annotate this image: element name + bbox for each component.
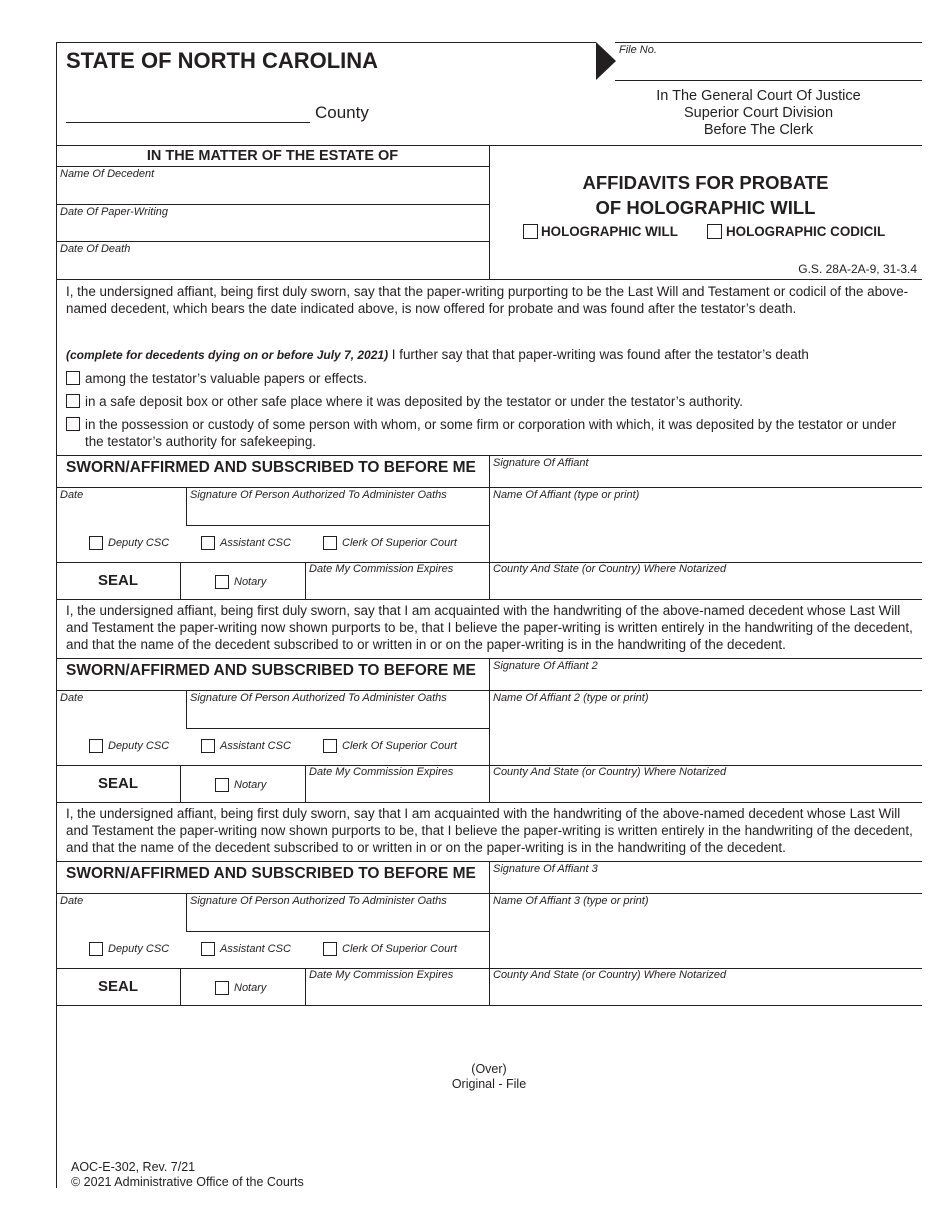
file-no-top-border <box>615 42 922 43</box>
county-input-line[interactable] <box>66 122 310 123</box>
county-state-notarized-2[interactable]: County And State (or Country) Where Notarized <box>493 766 727 778</box>
assistant-csc-checkbox-1[interactable] <box>201 536 215 550</box>
state-title: STATE OF NORTH CAROLINA <box>66 48 379 73</box>
form-number: AOC-E-302, Rev. 7/21 <box>71 1160 196 1174</box>
commission-expires-2[interactable]: Date My Commission Expires <box>309 766 454 778</box>
estate-row-line <box>56 241 489 242</box>
deputy-csc-checkbox-2[interactable] <box>89 739 103 753</box>
block-1-mid-divider <box>489 455 490 599</box>
holographic-will-label: HOLOGRAPHIC WILL <box>541 224 678 239</box>
court-line-2: Superior Court Division <box>683 105 834 121</box>
block-2-seal-top <box>56 765 922 766</box>
seal-label-1: SEAL <box>97 572 138 589</box>
officer-signature-3[interactable]: Signature Of Person Authorized To Administer Oaths <box>190 895 447 907</box>
found-statement <box>66 347 809 362</box>
block-2-bottom <box>56 802 922 803</box>
affidavit-1-text: I, the undersigned affiant, being first duly sworn, say that the paper-writing purporting to be the Last Will and Testament or codicil of the above-named decedent, which bears the date indicated above, is now offered for probate and was found after the testator’s death. <box>66 284 909 316</box>
deputy-csc-label-3: Deputy CSC <box>108 943 170 955</box>
notary-checkbox-3[interactable] <box>215 981 229 995</box>
block-3-bottom <box>56 1005 922 1006</box>
assistant-csc-checkbox-3[interactable] <box>201 942 215 956</box>
deputy-csc-label-2: Deputy CSC <box>108 740 170 752</box>
name-of-decedent-field[interactable]: Name Of Decedent <box>60 168 155 180</box>
found-note: (complete for decedents dying on or before July 7, 2021) <box>66 348 389 362</box>
block-1-bottom <box>56 599 922 600</box>
form-left-border <box>56 42 57 1188</box>
notary-checkbox-2[interactable] <box>215 778 229 792</box>
assistant-csc-label-2: Assistant CSC <box>220 740 291 752</box>
block-2-mid-divider <box>489 658 490 802</box>
file-no-label: File No. <box>619 44 657 56</box>
signature-of-affiant-3[interactable]: Signature Of Affiant 3 <box>493 863 598 875</box>
officer-signature-2[interactable]: Signature Of Person Authorized To Administer Oaths <box>190 692 447 704</box>
block-3-seal-top <box>56 968 922 969</box>
clerk-superior-court-checkbox-3[interactable] <box>323 942 337 956</box>
holographic-will-checkbox[interactable] <box>523 224 538 239</box>
found-text: I further say that that paper-writing was found after the testator’s death <box>388 347 809 362</box>
date-field-2[interactable]: Date <box>60 692 84 704</box>
deputy-csc-checkbox-3[interactable] <box>89 942 103 956</box>
statute-reference: G.S. 28A-2A-9, 31-3.4 <box>798 262 917 276</box>
form-title-line-2: OF HOLOGRAPHIC WILL <box>595 197 816 218</box>
assistant-csc-checkbox-2[interactable] <box>201 739 215 753</box>
clerk-superior-court-checkbox-1[interactable] <box>323 536 337 550</box>
deputy-csc-label-1: Deputy CSC <box>108 537 170 549</box>
county-state-notarized-3[interactable]: County And State (or Country) Where Notarized <box>493 969 727 981</box>
custody-checkbox[interactable] <box>66 417 80 431</box>
block-1-sig-line <box>186 525 489 526</box>
notary-label-1: Notary <box>234 576 267 588</box>
valuable-papers-checkbox[interactable] <box>66 371 80 385</box>
holographic-codicil-label: HOLOGRAPHIC CODICIL <box>726 224 886 239</box>
block-1-seal-top <box>56 562 922 563</box>
county-state-notarized-1[interactable]: County And State (or Country) Where Notarized <box>493 563 727 575</box>
valuable-papers-label: among the testator’s valuable papers or effects. <box>85 371 368 386</box>
sworn-heading-3: SWORN/AFFIRMED AND SUBSCRIBED TO BEFORE ME <box>66 865 476 882</box>
estate-heading-line <box>56 166 489 167</box>
commission-expires-1[interactable]: Date My Commission Expires <box>309 563 454 575</box>
commission-expires-3[interactable]: Date My Commission Expires <box>309 969 454 981</box>
copy-designation: Original - File <box>451 1077 527 1091</box>
file-no-arrow-icon <box>596 42 616 80</box>
affidavit-2-text: I, the undersigned affiant, being first duly sworn, say that I am acquainted with the handwriting of the above-named decedent whose Last Will and Testament the paper-writing now shown purports to be, that I believe the paper-writing is written entirely in the handwriting of the decedent, and that the name of the decedent subscribed to or written in or on the paper-writing is in the handwriting of the decedent. <box>66 603 913 652</box>
form-title-line-1: AFFIDAVITS FOR PROBATE <box>582 172 829 193</box>
clerk-superior-court-checkbox-2[interactable] <box>323 739 337 753</box>
block-2-seal-divider <box>180 765 181 802</box>
copyright: © 2021 Administrative Office of the Courts <box>71 1175 304 1189</box>
court-line-1: In The General Court Of Justice <box>656 88 861 104</box>
signature-of-affiant-1[interactable]: Signature Of Affiant <box>493 457 589 469</box>
affidavit-3-text: I, the undersigned affiant, being first duly sworn, say that I am acquainted with the handwriting of the above-named decedent whose Last Will and Testament the paper-writing now shown purports to be, that I believe the paper-writing is written entirely in the handwriting of the decedent, and that the name of the decedent subscribed to or written in or on the paper-writing is in the handwriting of the decedent. <box>66 806 913 855</box>
assistant-csc-label-1: Assistant CSC <box>220 537 291 549</box>
custody-label: in the possession or custody of some person with whom, or some firm or corporation with which, it was deposited by the testator or under the testator’s authority for safekeeping. <box>85 417 897 449</box>
block-3-date-divider <box>186 893 187 931</box>
notary-label-3: Notary <box>234 982 267 994</box>
court-line-3: Before The Clerk <box>703 122 814 138</box>
block-3-seal-divider <box>180 968 181 1005</box>
clerk-superior-court-label-1: Clerk Of Superior Court <box>342 537 457 549</box>
block-2-sig-line <box>186 728 489 729</box>
block-3-sig-line <box>186 931 489 932</box>
notary-checkbox-1[interactable] <box>215 575 229 589</box>
county-label: County <box>315 103 369 122</box>
name-of-affiant-2[interactable]: Name Of Affiant 2 (type or print) <box>493 692 649 704</box>
name-of-affiant-3[interactable]: Name Of Affiant 3 (type or print) <box>493 895 649 907</box>
date-of-death-field[interactable]: Date Of Death <box>60 243 131 255</box>
over-note: (Over) <box>471 1062 507 1076</box>
sworn-heading-1: SWORN/AFFIRMED AND SUBSCRIBED TO BEFORE ME <box>66 459 476 476</box>
block-2-notary-divider <box>305 765 306 802</box>
block-1-seal-divider <box>180 562 181 599</box>
sworn-heading-2: SWORN/AFFIRMED AND SUBSCRIBED TO BEFORE ME <box>66 662 476 679</box>
assistant-csc-label-3: Assistant CSC <box>220 943 291 955</box>
date-field-1[interactable]: Date <box>60 489 84 501</box>
name-of-affiant-1[interactable]: Name Of Affiant (type or print) <box>493 489 640 501</box>
date-field-3[interactable]: Date <box>60 895 84 907</box>
date-of-paper-writing-field[interactable]: Date Of Paper-Writing <box>60 206 169 218</box>
block-2-date-divider <box>186 690 187 728</box>
signature-of-affiant-2[interactable]: Signature Of Affiant 2 <box>493 660 598 672</box>
clerk-superior-court-label-3: Clerk Of Superior Court <box>342 943 457 955</box>
block-1-notary-divider <box>305 562 306 599</box>
block-1-date-divider <box>186 487 187 525</box>
safe-deposit-label: in a safe deposit box or other safe place where it was deposited by the testator or under the testator’s authority. <box>85 394 744 409</box>
safe-deposit-checkbox[interactable] <box>66 394 80 408</box>
holographic-codicil-checkbox[interactable] <box>707 224 722 239</box>
seal-label-2: SEAL <box>97 775 138 792</box>
file-no-input-line[interactable] <box>615 80 922 81</box>
form-top-border <box>56 42 596 43</box>
section-divider <box>56 279 922 280</box>
notary-label-2: Notary <box>234 779 267 791</box>
deputy-csc-checkbox-1[interactable] <box>89 536 103 550</box>
estate-row-line <box>56 204 489 205</box>
block-3-notary-divider <box>305 968 306 1005</box>
estate-heading: IN THE MATTER OF THE ESTATE OF <box>146 148 399 164</box>
officer-signature-1[interactable]: Signature Of Person Authorized To Administer Oaths <box>190 489 447 501</box>
block-3-mid-divider <box>489 861 490 1005</box>
seal-label-3: SEAL <box>97 978 138 995</box>
clerk-superior-court-label-2: Clerk Of Superior Court <box>342 740 457 752</box>
